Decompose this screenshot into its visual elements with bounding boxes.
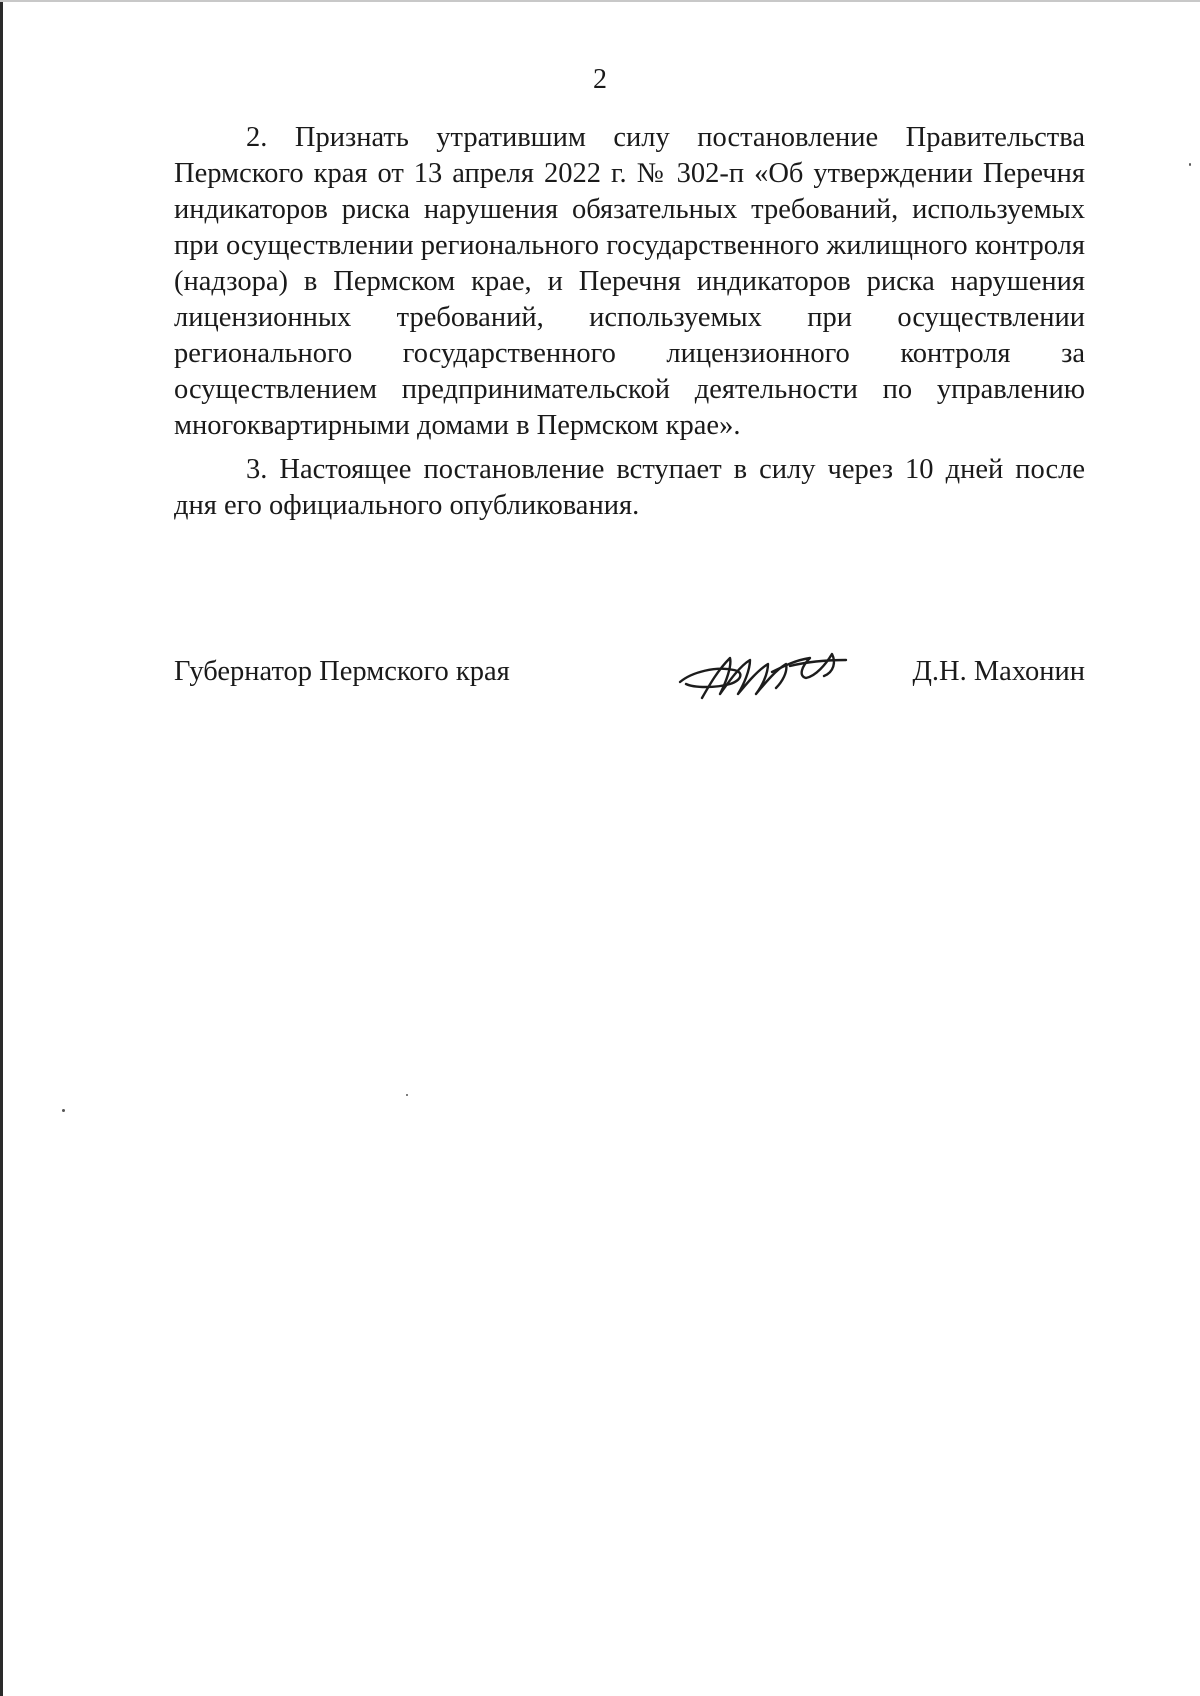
scan-speck bbox=[1189, 163, 1191, 166]
scan-speck bbox=[406, 1094, 408, 1096]
signatory-position: Губернатор Пермского края bbox=[174, 656, 510, 687]
paragraph-2: 2. Признать утратившим силу постановление Правительства Пермского края от 13 апреля 2022 г. № 302-п «Об утверждении Перечня индикаторов риска нарушения обязательных требований, используемых при осуществлении регионального государственного жилищного контроля (надзора) в Пермском крае, и Перечня индикаторов риска нарушения лицензионных требований, используемых при осуществлении регионального государственного лицензионного контроля за осуществлением предпринимательской деятельности по управлению многоквартирными домами в Пермском крае». bbox=[174, 122, 1085, 441]
paragraph-3: 3. Настоящее постановление вступает в силу через 10 дней после дня его официального опубликования. bbox=[174, 454, 1085, 521]
scan-edge-top bbox=[0, 0, 1200, 2]
scan-speck bbox=[62, 1109, 65, 1112]
signature-block bbox=[174, 654, 1085, 710]
signatory-name: Д.Н. Махонин bbox=[912, 656, 1085, 687]
handwritten-signature bbox=[672, 642, 852, 712]
scan-edge-left bbox=[0, 0, 3, 1696]
page-number: 2 bbox=[593, 64, 607, 95]
document-body bbox=[174, 120, 1085, 532]
